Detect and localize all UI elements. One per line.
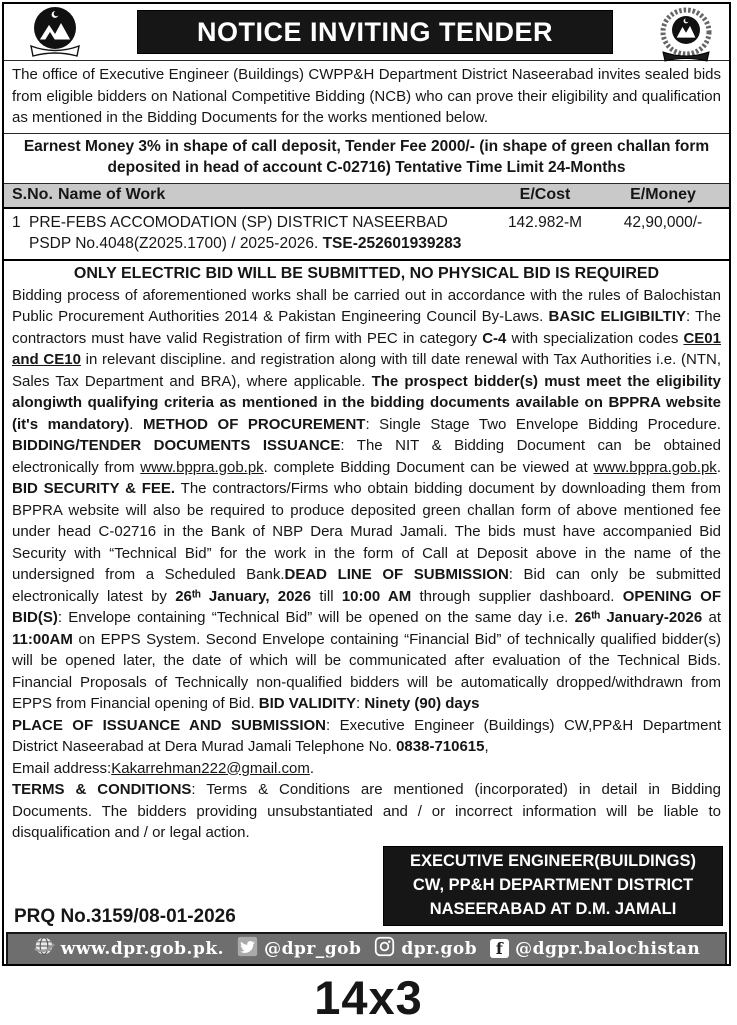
body-emphasis-text: BASIC ELIGIBILTIY	[548, 308, 687, 325]
work-tse-number: TSE-252601939283	[322, 234, 462, 252]
body-text: . complete Bidding Document can be viewed at	[263, 458, 594, 476]
body-link[interactable]: Kakarrehman222@gmail.com	[111, 759, 310, 777]
prq-number: PRQ No.3159/08-01-2026	[14, 905, 236, 927]
body-emphasis-text: 26ᵗʰ January-2026	[574, 609, 703, 626]
body-text: .	[716, 458, 721, 476]
col-ecost: E/Cost	[519, 185, 571, 203]
balochistan-crest-left-icon	[12, 5, 98, 64]
body-emphasis-text: CE01 and CE10	[12, 329, 721, 368]
work-psdp-ref: PSDP No.4048(Z2025.1700) / 2025-2026.	[29, 234, 323, 252]
body-text: : The NIT & Bidding Document can be obtained electronically from	[12, 437, 721, 476]
facebook-handle-label: @dgpr.balochistan	[515, 938, 701, 959]
body-text: :	[356, 695, 365, 712]
header	[4, 4, 729, 61]
body-text: with specialization codes	[506, 329, 684, 347]
social-bar	[6, 932, 727, 966]
cell-name	[29, 212, 485, 254]
body-link[interactable]: www.bppra.gob.pk	[140, 458, 264, 476]
body-text: : Terms & Conditions are mentioned (incorporated) in detail in Bidding Documents. The bidders providing unsubstantiated and / or incorrect information will be liable to disqualification and / or legal action.	[12, 781, 721, 841]
cell-sno: 1	[12, 213, 21, 231]
signature-line-3: NASEERABAD AT D.M. JAMALI	[429, 899, 677, 918]
social-item-facebook	[490, 939, 700, 959]
body-emphasis-text: OPENING OF BID(S)	[12, 587, 722, 626]
works-table-row	[4, 209, 729, 261]
body-text: : Single Stage Two Envelope Bidding Procedure.	[365, 415, 721, 433]
body-text: : Envelope containing “Technical Bid” will be opened on the same day i.e.	[57, 609, 575, 626]
work-name-line1: PRE-FEBS ACCOMODATION (SP) DISTRICT NASEERBAD	[29, 213, 448, 231]
website-label: www.dpr.gob.pk.	[60, 938, 225, 959]
body-emphasis-text: PLACE OF ISSUANCE AND SUBMISSION	[12, 716, 326, 734]
signature-block	[383, 846, 723, 926]
body-text: .	[129, 415, 144, 433]
notice-title: NOTICE INVITING TENDER	[196, 16, 553, 47]
facebook-icon	[490, 939, 509, 958]
balochistan-crest-right-icon	[646, 5, 726, 70]
globe-icon	[33, 935, 55, 962]
body-text: through supplier dashboard.	[411, 587, 623, 605]
signature-line-2: CW, PP&H DEPARTMENT DISTRICT	[412, 875, 694, 894]
intro-paragraph: The office of Executive Engineer (Buildings) CWPP&H Department District Naseerabad invites sealed bids from eligible bidders on National Competitive Bidding (NCB) who can prove their eligibility and qualification as mentioned in the Bidding Documents for the works mentioned below.	[4, 61, 729, 134]
twitter-handle-label: @dpr_gob	[264, 938, 362, 959]
body-emphasis-text: The prospect bidder(s) must meet the eligibility alongiwth qualifying criteria as mentioned in the bidding documents available on BPPRA website (it's mandatory)	[12, 372, 721, 433]
body-text: The contractors/Firms who obtain bidding document by downloading them from BPPRA website will also be required to produce deposited green challan form of above mentioned fee under head C-02716 in the Bank of NBP Dera Murad Jamali. The bids must have accompanied Bid Security with “Technical Bid” for the work in the form of Call at Deposit above in the name of the undersigned from a Scheduled Bank.	[12, 480, 721, 583]
body-emphasis-text: 0838-710615	[396, 738, 485, 755]
social-item-website	[33, 935, 224, 962]
body-emphasis-text: METHOD OF PROCUREMENT	[143, 415, 366, 433]
signature-area	[10, 846, 723, 930]
body-emphasis-text: 11:00AM	[12, 630, 73, 648]
signature-line-1: EXECUTIVE ENGINEER(BUILDINGS)	[409, 851, 697, 870]
body-emphasis-text: DEAD LINE OF SUBMISSION	[284, 566, 509, 583]
body-text: till	[311, 587, 342, 605]
body-text: .	[309, 759, 315, 777]
title-bar	[137, 10, 613, 54]
body-emphasis-text: Ninety (90) days	[364, 695, 480, 712]
body-richtext	[12, 285, 721, 844]
ad-size-tag: 14x3	[314, 971, 423, 1024]
body-text: on EPPS System. Second Envelope containing “Financial Bid” of technically qualified bidder(s) will be opened later, the date of which will be communicated after evaluation of the Technical Bids. Financial Proposals of Technically non-qualified bidders will be automatically dropped/withdrawn from EPPS from Financial opening of Bid.	[12, 630, 721, 712]
body-text: at	[702, 609, 721, 626]
instagram-handle-label: dpr.gob	[401, 938, 478, 959]
body-text: : Executive Engineer (Buildings) CW,PP&H Department District Naseerabad at Dera Murad Jamali Telephone No.	[12, 716, 721, 755]
body-emphasis-text: C-4	[482, 329, 507, 347]
earnest-money-note: Earnest Money 3% in shape of call deposit, Tender Fee 2000/- (in shape of green challan form deposited in head of account C-02716) Tentative Time Limit 24-Months	[4, 134, 729, 184]
body-heading: ONLY ELECTRIC BID WILL BE SUBMITTED, NO PHYSICAL BID IS REQUIRED	[73, 264, 660, 282]
body-text: : The contractors must have valid Registration of firm with PEC in category	[12, 308, 721, 347]
col-emoney: E/Money	[630, 185, 696, 203]
body-text: in relevant discipline. and registration along with till date renewal with Tax Authorities i.e. (NTN, Sales Tax Department and BRA), where applicable.	[12, 351, 721, 390]
body-text: Bidding process of aforementioned works shall be carried out in accordance with the rules of Balochistan Public Procurement Authorities 2014 & Pakistan Engineering Council By-Laws.	[12, 286, 721, 325]
tender-advertisement	[2, 2, 731, 966]
body-emphasis-text: BIDDING/TENDER DOCUMENTS ISSUANCE	[12, 437, 341, 454]
twitter-icon	[237, 936, 258, 962]
cell-emoney: 42,90,000/-	[623, 213, 703, 231]
body-link[interactable]: www.bppra.gob.pk	[593, 458, 717, 476]
works-table-header	[4, 184, 729, 209]
social-item-instagram	[374, 936, 477, 962]
body-emphasis-text: TERMS & CONDITIONS	[12, 781, 192, 798]
body-text: Email address:	[12, 759, 112, 777]
body-emphasis-text: 10:00 AM	[341, 587, 412, 605]
body-emphasis-text: 26ᵗʰ January, 2026	[175, 587, 312, 605]
cell-ecost: 142.982-M	[507, 213, 583, 231]
instagram-icon	[374, 936, 395, 962]
body-emphasis-text: BID VALIDITY	[258, 695, 357, 712]
body-text: : Bid can only be submitted electronically latest by	[12, 566, 722, 605]
col-sno: S.No.	[12, 185, 53, 203]
body-emphasis-text: BID SECURITY & FEE.	[12, 480, 176, 497]
body-section	[4, 261, 729, 844]
col-name: Name of Work	[58, 185, 166, 203]
social-item-twitter	[237, 936, 361, 962]
body-text: ,	[484, 738, 489, 755]
